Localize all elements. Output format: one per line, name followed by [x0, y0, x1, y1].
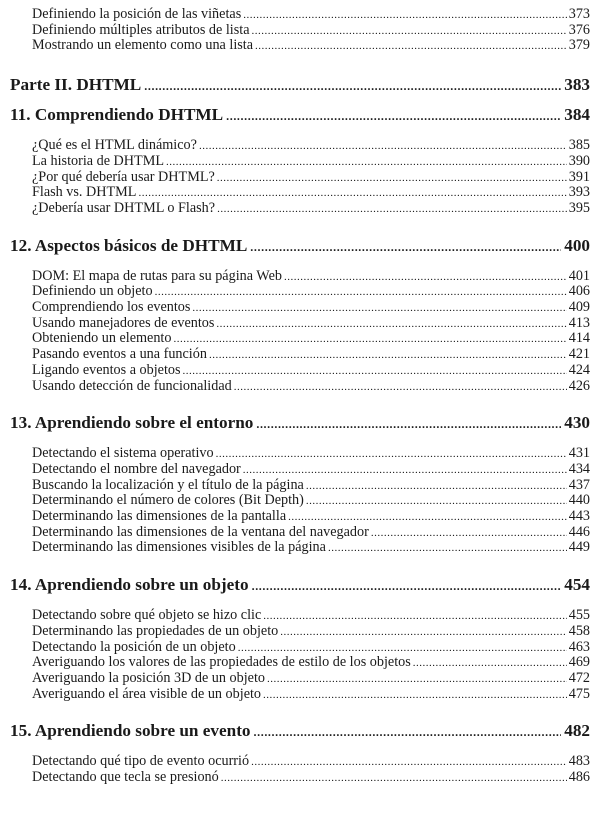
toc-entry-title: Flash vs. DHTML [32, 184, 137, 201]
toc-entry-page: 463 [568, 638, 590, 655]
toc-entry-page: 434 [568, 460, 590, 477]
toc-entry-page: 426 [568, 377, 590, 394]
part-title: Parte II. DHTML [10, 75, 142, 95]
toc-entry-title: ¿Debería usar DHTML o Flash? [32, 199, 216, 216]
toc-entry-page: 437 [568, 476, 590, 493]
toc-entry-page: 391 [568, 168, 590, 185]
toc-part-heading [10, 75, 590, 96]
dot-leader [254, 722, 562, 742]
toc-entry-title: Determinando las dimensiones de la ventana del navegador [32, 523, 369, 540]
toc-entry-title: Determinando las dimensiones visibles de la página [32, 539, 326, 556]
toc-entry-title: Buscando la localización y el título de la página [32, 476, 304, 493]
toc-entry-page: 401 [568, 267, 590, 284]
dot-leader [226, 106, 561, 126]
toc-entry-title: Determinando las propiedades de un objeto [32, 622, 279, 639]
toc-entry-title: Determinando el número de colores (Bit Depth) [32, 492, 304, 509]
toc-entry-title: Ligando eventos a objetos [32, 361, 181, 378]
toc-entry-page: 446 [568, 523, 590, 540]
toc-entry-title: ¿Por qué debería usar DHTML? [32, 168, 215, 185]
toc-entry [32, 686, 590, 704]
toc-entry-title: Detectando la posición de un objeto [32, 638, 236, 655]
dot-leader [256, 414, 561, 434]
chapter-page: 454 [564, 575, 590, 595]
toc-entry-page: 373 [568, 6, 590, 22]
toc-chapter-heading [10, 721, 590, 742]
toc-chapter-heading [10, 105, 590, 126]
toc-chapter-heading [10, 575, 590, 596]
dot-leader [263, 687, 567, 704]
toc-entry-page: 486 [568, 769, 590, 785]
toc-entry [32, 37, 590, 55]
chapter-title: 15. Aprendiendo sobre un evento [10, 721, 251, 741]
chapter-title: 14. Aprendiendo sobre un objeto [10, 575, 249, 595]
toc-entry-title: Definiendo la posición de las viñetas [32, 6, 242, 22]
toc-entry-title: Definiendo múltiples atributos de lista [32, 21, 250, 38]
toc-entry-title: Usando manejadores de eventos [32, 314, 215, 331]
toc-entry-title: Definiendo un objeto [32, 283, 153, 300]
toc-entry [32, 200, 590, 218]
toc-chapter-heading [10, 236, 590, 257]
toc-entry-page: 406 [568, 283, 590, 300]
toc-entry-title: Mostrando un elemento como una lista [32, 37, 254, 54]
toc-entry-page: 483 [568, 753, 590, 770]
toc-entry [32, 378, 590, 396]
toc-entry-page: 413 [568, 314, 590, 331]
toc-entry-page: 431 [568, 445, 590, 462]
dot-leader [255, 38, 567, 55]
toc-entry-page: 424 [568, 361, 590, 378]
toc-entry-title: ¿Qué es el HTML dinámico? [32, 137, 197, 154]
toc-entry [32, 539, 590, 557]
toc-entry-page: 455 [568, 607, 590, 624]
chapter-title: 13. Aprendiendo sobre el entorno [10, 413, 254, 433]
toc-entry-page: 458 [568, 622, 590, 639]
toc-entry-title: Averiguando el área visible de un objeto [32, 685, 262, 702]
toc-entry-title: Detectando el nombre del navegador [32, 460, 241, 477]
toc-entry-title: Obteniendo un elemento [32, 330, 172, 347]
toc-entry-page: 376 [568, 21, 590, 38]
toc-entry-page: 475 [568, 685, 590, 702]
toc-entry-title: Averiguando la posición 3D de un objeto [32, 669, 265, 686]
toc-entry-page: 379 [568, 37, 590, 54]
toc-entry-title: Determinando las dimensiones de la pantalla [32, 508, 287, 524]
toc-entry-title: Detectando sobre qué objeto se hizo clic [32, 607, 262, 624]
toc-entry-title: DOM: El mapa de rutas para su página Web [32, 267, 282, 284]
chapter-page: 430 [564, 413, 590, 433]
dot-leader [252, 576, 562, 596]
toc-entry-title: Averiguando los valores de las propiedades de estilo de los objetos [32, 654, 411, 671]
dot-leader [328, 540, 567, 557]
toc-entry-page: 469 [568, 654, 590, 671]
toc-entry-title: Pasando eventos a una función [32, 346, 207, 363]
dot-leader [250, 237, 561, 257]
toc-entry-page: 385 [568, 137, 590, 154]
dot-leader [217, 201, 567, 218]
chapter-page: 384 [564, 105, 590, 125]
toc-entry-page: 449 [568, 539, 590, 556]
part-page: 383 [564, 75, 590, 95]
chapter-page: 482 [564, 721, 590, 741]
chapter-title: 11. Comprendiendo DHTML [10, 105, 224, 125]
toc-entry-page: 409 [568, 299, 590, 315]
dot-leader [221, 770, 567, 787]
toc-entry-page: 393 [568, 184, 590, 201]
toc-entry-page: 390 [568, 152, 590, 169]
toc-chapter-heading [10, 413, 590, 434]
toc-entry-title: Comprendiendo los eventos [32, 299, 191, 315]
toc-entry-title: Detectando qué tipo de evento ocurrió [32, 753, 250, 770]
chapter-title: 12. Aspectos básicos de DHTML [10, 235, 248, 255]
toc-entry-page: 440 [568, 492, 590, 509]
toc-entry-title: Detectando el sistema operativo [32, 445, 214, 462]
toc-entry-page: 414 [568, 330, 590, 347]
chapter-page: 400 [564, 235, 590, 255]
toc-entry-page: 472 [568, 669, 590, 686]
toc-entry-page: 443 [568, 508, 590, 524]
toc-entry [32, 769, 590, 787]
toc-entry-page: 395 [568, 199, 590, 216]
toc-entry-page: 421 [568, 346, 590, 363]
dot-leader [234, 379, 567, 396]
toc-entry-title: La historia de DHTML [32, 152, 164, 169]
dot-leader [144, 76, 561, 96]
toc-entry-title: Usando detección de funcionalidad [32, 377, 232, 394]
toc-entry-title: Detectando que tecla se presionó [32, 769, 219, 785]
